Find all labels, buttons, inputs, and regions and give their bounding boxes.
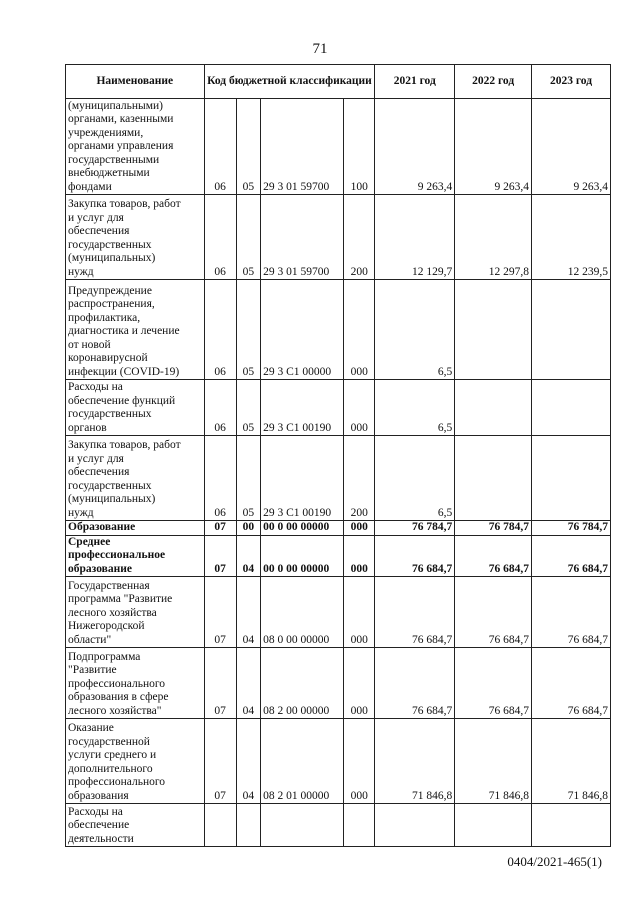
row-value-2021 [375,804,455,847]
row-value-2022: 76 684,7 [455,535,532,577]
row-value-2021: 6,5 [375,380,455,436]
document-code: 0404/2021-465(1) [507,854,602,869]
row-code-expense-type: 100 [344,99,375,195]
row-code-section [204,804,236,847]
row-value-2022: 71 846,8 [455,719,532,804]
row-code-expense-type [344,804,375,847]
row-name: Расходы на обеспечение функций государственных органов [66,380,205,436]
row-code-subsection: 04 [236,719,261,804]
page-number: 71 [312,41,328,57]
row-code-section: 07 [204,535,236,577]
row-value-2021: 12 129,7 [375,195,455,280]
row-code-target: 08 0 00 00000 [261,577,344,648]
table-row [66,195,611,280]
header-2021: 2021 год [375,65,455,99]
row-code-section: 06 [204,195,236,280]
row-code-subsection [236,804,261,847]
row-code-section: 07 [204,521,236,536]
row-code-target: 29 3 C1 00190 [261,380,344,436]
row-value-2021: 71 846,8 [375,719,455,804]
row-code-target [261,804,344,847]
row-code-subsection: 05 [236,380,261,436]
row-name: Государственная программа "Развитие лесного хозяйства Нижегородской области" [66,577,205,648]
row-value-2022 [455,280,532,380]
row-value-2023: 12 239,5 [532,195,611,280]
header-code: Код бюджетной классификации [204,65,375,99]
row-code-target: 00 0 00 00000 [261,535,344,577]
table-row [66,521,611,536]
row-name: Закупка товаров, работ и услуг для обеспечения государственных (муниципальных) нужд [66,195,205,280]
row-code-subsection: 04 [236,577,261,648]
row-value-2021: 9 263,4 [375,99,455,195]
row-code-target: 29 3 01 59700 [261,99,344,195]
row-code-section: 07 [204,719,236,804]
row-name: Закупка товаров, работ и услуг для обеспечения государственных (муниципальных) нужд [66,436,205,521]
row-value-2022: 76 684,7 [455,648,532,719]
row-code-target: 00 0 00 00000 [261,521,344,536]
row-value-2022: 76 684,7 [455,577,532,648]
row-code-expense-type: 200 [344,195,375,280]
table-row [66,99,611,195]
table-row [66,719,611,804]
row-code-section: 06 [204,380,236,436]
budget-table [65,64,611,847]
row-code-subsection: 05 [236,99,261,195]
row-code-section: 07 [204,648,236,719]
row-value-2023 [532,436,611,521]
row-code-subsection: 05 [236,436,261,521]
row-code-section: 06 [204,99,236,195]
row-name: Оказание государственной услуги среднего и дополнительного профессионального образования [66,719,205,804]
row-value-2022: 9 263,4 [455,99,532,195]
row-code-expense-type: 000 [344,577,375,648]
row-code-target: 08 2 01 00000 [261,719,344,804]
row-code-section: 06 [204,436,236,521]
table-row [66,380,611,436]
row-value-2022 [455,436,532,521]
row-value-2023: 76 784,7 [532,521,611,536]
row-value-2022 [455,804,532,847]
table-row [66,436,611,521]
row-name: Образование [66,521,205,536]
row-value-2021: 6,5 [375,436,455,521]
row-value-2021: 76 684,7 [375,648,455,719]
row-value-2021: 6,5 [375,280,455,380]
row-value-2022: 12 297,8 [455,195,532,280]
row-value-2023: 71 846,8 [532,719,611,804]
row-value-2023 [532,380,611,436]
header-2022: 2022 год [455,65,532,99]
row-value-2021: 76 684,7 [375,535,455,577]
row-value-2021: 76 784,7 [375,521,455,536]
header-2023: 2023 год [532,65,611,99]
row-code-section: 07 [204,577,236,648]
row-value-2023: 76 684,7 [532,535,611,577]
row-code-section: 06 [204,280,236,380]
row-code-expense-type: 000 [344,521,375,536]
table-row [66,280,611,380]
table-header-row [66,65,611,99]
row-value-2023: 76 684,7 [532,577,611,648]
table-row [66,648,611,719]
row-code-target: 29 3 01 59700 [261,195,344,280]
header-name: Наименование [66,65,205,99]
row-code-subsection: 04 [236,535,261,577]
row-code-target: 29 3 C1 00000 [261,280,344,380]
row-code-expense-type: 000 [344,535,375,577]
row-code-expense-type: 200 [344,436,375,521]
row-code-target: 29 3 C1 00190 [261,436,344,521]
row-code-subsection: 00 [236,521,261,536]
row-value-2023: 9 263,4 [532,99,611,195]
row-name: Подпрограмма "Развитие профессионального образования в сфере лесного хозяйства" [66,648,205,719]
row-name: Среднее профессиональное образование [66,535,205,577]
row-name: Предупреждение распространения, профилактика, диагностика и лечение от новой коронавирусной инфекции (COVID-19) [66,280,205,380]
row-code-expense-type: 000 [344,719,375,804]
row-code-subsection: 05 [236,195,261,280]
row-value-2022 [455,380,532,436]
row-value-2022: 76 784,7 [455,521,532,536]
row-code-subsection: 04 [236,648,261,719]
table-row [66,804,611,847]
row-value-2023 [532,280,611,380]
row-value-2023 [532,804,611,847]
table-row [66,535,611,577]
row-code-expense-type: 000 [344,280,375,380]
row-name: (муниципальными) органами, казенными учреждениями, органами управления государственными внебюджетными фондами [66,99,205,195]
table-row [66,577,611,648]
row-value-2023: 76 684,7 [532,648,611,719]
row-name: Расходы на обеспечение деятельности [66,804,205,847]
row-code-expense-type: 000 [344,380,375,436]
row-code-target: 08 2 00 00000 [261,648,344,719]
row-code-subsection: 05 [236,280,261,380]
row-value-2021: 76 684,7 [375,577,455,648]
row-code-expense-type: 000 [344,648,375,719]
